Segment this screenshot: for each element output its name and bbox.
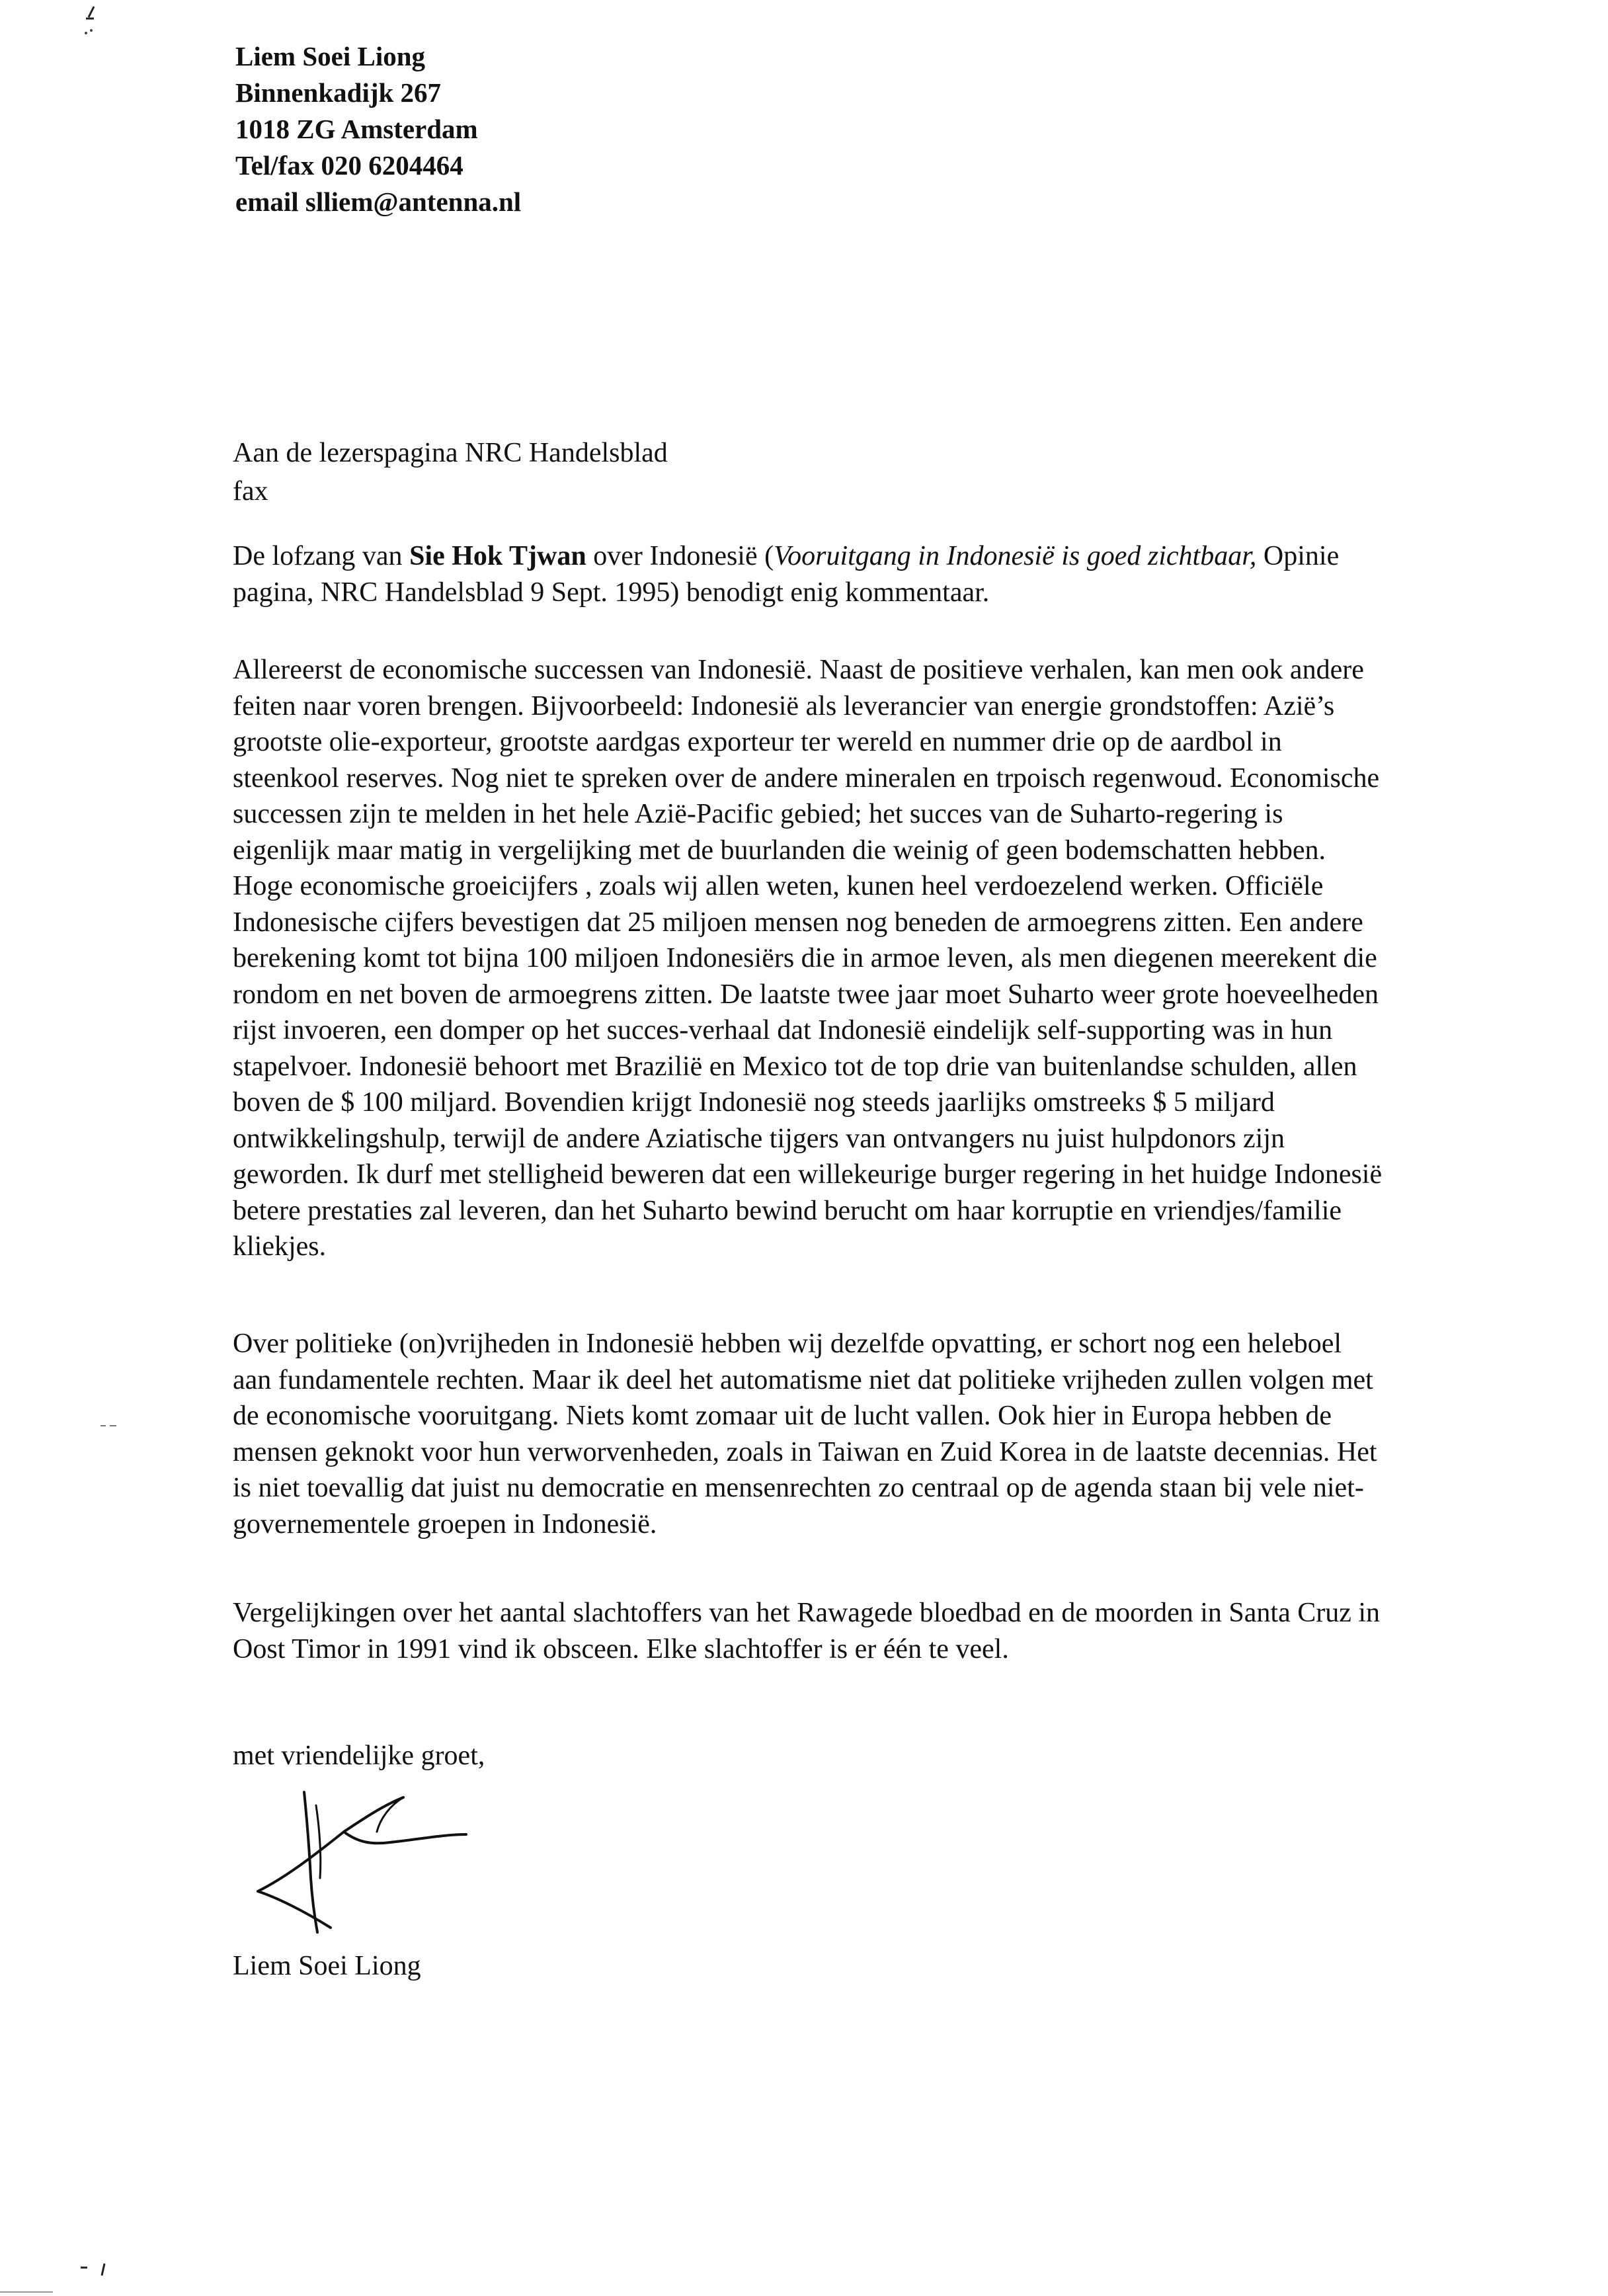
recipient-line-1: Aan de lezerspagina NRC Handelsblad	[233, 438, 668, 468]
intro-text-after: Opinie pagina, NRC Handelsblad 9 Sept. 1995) benodigt enig kommentaar.	[233, 541, 1340, 608]
sender-telfax: Tel/fax 020 6204464	[235, 150, 463, 181]
sender-street: Binnenkadijk 267	[235, 77, 442, 108]
sender-name: Liem Soei Liong	[235, 41, 426, 71]
recipient-block	[233, 434, 668, 511]
body-paragraph-1: Allereerst de economische successen van Indonesië. Naast de positieve verhalen, kan men ook andere feiten naar voren brengen. Bijvoorbeeld: Indonesië als leverancier van energie grondstoffen: Azië’s grootste olie-exporteur, grootste aardgas exporteur ter wereld en nummer drie op de aardbol in steenkool reserves. Nog niet te spreken over de andere mineralen en trpoisch regenwoud. Economische successen zijn te melden in het hele Azië-Pacific gebied; het succes van de Suharto-regering is eigenlijk maar matig in vergelijking met de buurlanden die weinig of geen bodemschatten hebben. Hoge economische groeicijfers , zoals wij allen weten, kunen heel verdoezelend werken. Officiële Indonesische cijfers bevestigen dat 25 miljoen mensen nog beneden de armoegrens zitten. Een andere berekening komt tot bijna 100 miljoen Indonesiërs die in armoe leven, als men diegenen meerekent die rondom en net boven de armoegrens zitten. De laatste twee jaar moet Suharto weer grote hoeveelheden rijst invoeren, een domper op het succes-verhaal dat Indonesië eindelijk self-supporting was in hun stapelvoer. Indonesië behoort met Brazilië en Mexico tot de top drie van buitenlandse schulden, allen boven de $ 100 miljard. Bovendien krijgt Indonesië nog steeds jaarlijks omstreeks $ 5 miljard ontwikkelingshulp, terwijl de andere Aziatische tijgers van ontvangers nu juist hulpdonors zijn geworden. Ik durf met stelligheid beweren dat een willekeurige burger regering in het huidge Indonesië betere prestaties zal leveren, dan het Suharto bewind berucht om haar korruptie en vriendjes/familie kliekjes.	[233, 655, 1383, 1262]
intro-article-title: Vooruitgang in Indonesië is goed zichtbaar,	[774, 541, 1257, 571]
scan-mark-top-left	[79, 4, 106, 44]
body-paragraph-3: Vergelijkingen over het aantal slachtoffers van het Rawagede bloedbad en de moorden in Santa Cruz in Oost Timor in 1991 vind ik obsceen. Elke slachtoffer is er één te veel.	[233, 1598, 1381, 1664]
recipient-line-2: fax	[233, 476, 268, 507]
intro-text-middle: over Indonesië (	[586, 541, 774, 571]
sender-email: email slliem@antenna.nl	[235, 186, 522, 217]
scan-mark-mid-left	[99, 1422, 119, 1430]
signature-name: Liem Soei Liong	[233, 1951, 421, 1981]
sender-address-block	[235, 38, 521, 220]
sender-city: 1018 ZG Amsterdam	[235, 114, 478, 144]
scan-mark-bottom-edge	[0, 2289, 60, 2295]
closing-greeting: met vriendelijke groet,	[233, 1741, 485, 1771]
intro-author: Sie Hok Tjwan	[409, 541, 586, 571]
handwritten-signature	[238, 1779, 502, 1938]
scan-mark-bottom-left	[78, 2258, 118, 2278]
intro-paragraph	[233, 538, 1383, 610]
intro-text-before: De lofzang van	[233, 541, 410, 571]
body-paragraph-2: Over politieke (on)vrijheden in Indonesië hebben wij dezelfde opvatting, er schort nog een heleboel aan fundamentele rechten. Maar ik deel het automatisme niet dat politieke vrijheden zullen volgen met de economische vooruitgang. Niets komt zomaar uit de lucht vallen. Ook hier in Europa hebben de mensen geknokt voor hun verworvenheden, zoals in Taiwan en Zuid Korea in de laatste decennias. Het is niet toevallig dat juist nu democratie en mensenrechten zo centraal op de agenda staan bij vele niet-governementele groepen in Indonesië.	[233, 1329, 1377, 1539]
